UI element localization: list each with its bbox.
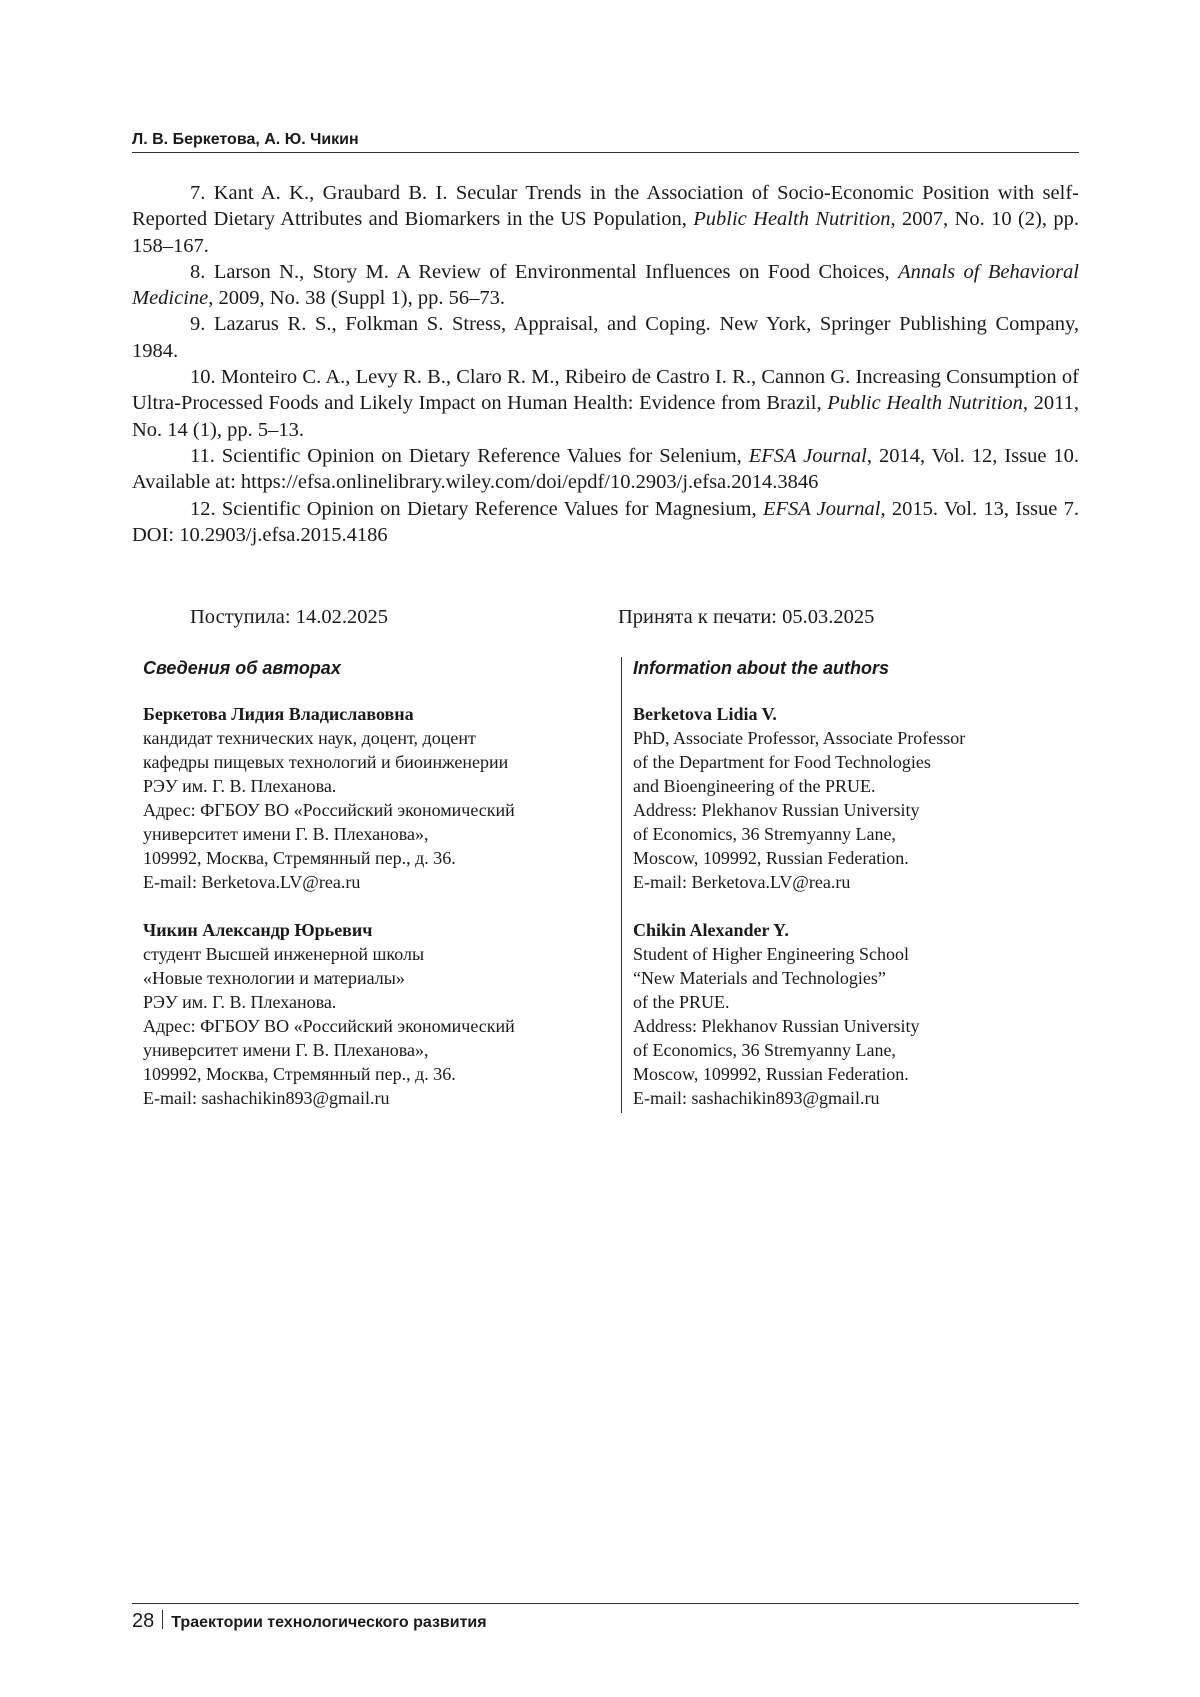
reference-journal: EFSA Journal [763,498,881,520]
authors-info-ru [143,656,608,1110]
column-divider [621,657,622,1113]
author-line: of the PRUE. [633,990,1098,1014]
author-email[interactable]: E-mail: Berketova.LV@rea.ru [633,870,1098,894]
author-email[interactable]: E-mail: Berketova.LV@rea.ru [143,870,608,894]
authors-title-en: Information about the authors [633,656,1098,680]
author-email[interactable]: E-mail: sashachikin893@gmail.ru [633,1086,1098,1110]
reference-journal: Public Health Nutrition [693,208,890,230]
reference-item: 8. Larson N., Story M. A Review of Environmental Influences on Food Choices, Annals of Behavioral Medicine, 2009, No. 38 (Suppl 1), pp. 56–73. [132,259,1079,312]
author-line: кафедры пищевых технологий и биоинженерии [143,750,608,774]
author-name: Chikin Alexander Y. [633,918,1098,942]
author-line: Адрес: ФГБОУ ВО «Российский экономический [143,798,608,822]
author-line: Address: Plekhanov Russian University [633,798,1098,822]
author-line: PhD, Associate Professor, Associate Professor [633,726,1098,750]
journal-page [0,0,1200,1697]
author-name: Berketova Lidia V. [633,702,1098,726]
authors-info-en [633,656,1098,1110]
author-line: РЭУ им. Г. В. Плеханова. [143,774,608,798]
author-email[interactable]: E-mail: sashachikin893@gmail.ru [143,1086,608,1110]
author-line: Адрес: ФГБОУ ВО «Российский экономический [143,1014,608,1038]
authors-title-ru: Сведения об авторах [143,656,608,680]
reference-journal: Public Health Nutrition [827,392,1023,414]
page-number: 28 [132,1610,154,1632]
author-line: студент Высшей инженерной школы [143,942,608,966]
reference-item: 10. Monteiro C. A., Levy R. B., Claro R. M., Ribeiro de Castro I. R., Cannon G. Increasing Consumption of Ultra-Processed Foods and Likely Impact on Human Health: Evidence from Brazil, Public Health Nutrition, 2011, No. 14 (1), pp. 5–13. [132,364,1079,443]
author-name: Беркетова Лидия Владиславовна [143,702,608,726]
author-line: of Economics, 36 Stremyanny Lane, [633,1038,1098,1062]
author-line: кандидат технических наук, доцент, доцент [143,726,608,750]
author-line: Address: Plekhanov Russian University [633,1014,1098,1038]
author-line: “New Materials and Technologies” [633,966,1098,990]
page-footer [132,1610,487,1633]
header-rule [132,152,1079,153]
author-line: «Новые технологии и материалы» [143,966,608,990]
reference-item: 7. Kant A. K., Graubard B. I. Secular Trends in the Association of Socio-Economic Position with self-Reported Dietary Attributes and Biomarkers in the US Population, Public Health Nutrition, 2007, No. 10 (2), pp. 158–167. [132,180,1079,259]
author-line: and Bioengineering of the PRUE. [633,774,1098,798]
reference-item: 9. Lazarus R. S., Folkman S. Stress, Appraisal, and Coping. New York, Springer Publishing Company, 1984. [132,311,1079,364]
footer-rule [132,1603,1079,1604]
footer-separator [162,1610,163,1629]
author-line: of Economics, 36 Stremyanny Lane, [633,822,1098,846]
author-line: 109992, Москва, Стремянный пер., д. 36. [143,846,608,870]
reference-item: 12. Scientific Opinion on Dietary Reference Values for Magnesium, EFSA Journal, 2015. Vol. 13, Issue 7. DOI: 10.2903/j.efsa.2015.4186 [132,496,1079,549]
author-line: университет имени Г. В. Плеханова», [143,822,608,846]
reference-journal: Annals of Behavioral Medicine [132,261,1079,309]
running-header: Л. В. Беркетова, А. Ю. Чикин [132,131,1079,149]
accepted-date: Принята к печати: 05.03.2025 [618,606,874,629]
received-date: Поступила: 14.02.2025 [190,606,388,629]
author-line: of the Department for Food Technologies [633,750,1098,774]
author-line: Moscow, 109992, Russian Federation. [633,846,1098,870]
author-line: РЭУ им. Г. В. Плеханова. [143,990,608,1014]
author-line: Student of Higher Engineering School [633,942,1098,966]
author-name: Чикин Александр Юрьевич [143,918,608,942]
reference-list [132,180,1079,548]
reference-url-link[interactable]: https://efsa.onlinelibrary.wiley.com/doi/epdf/10.2903/j.efsa.2014.3846 [241,471,819,493]
author-line: университет имени Г. В. Плеханова», [143,1038,608,1062]
reference-journal: EFSA Journal [749,445,867,467]
reference-item: 11. Scientific Opinion on Dietary Reference Values for Selenium, EFSA Journal, 2014, Vol. 12, Issue 10. Available at: https://efsa.onlinelibrary.wiley.com/doi/epdf/10.2903/j.efsa.2014.3846 [132,443,1079,496]
journal-title: Траектории технологического развития [171,1614,486,1631]
author-line: Moscow, 109992, Russian Federation. [633,1062,1098,1086]
author-line: 109992, Москва, Стремянный пер., д. 36. [143,1062,608,1086]
